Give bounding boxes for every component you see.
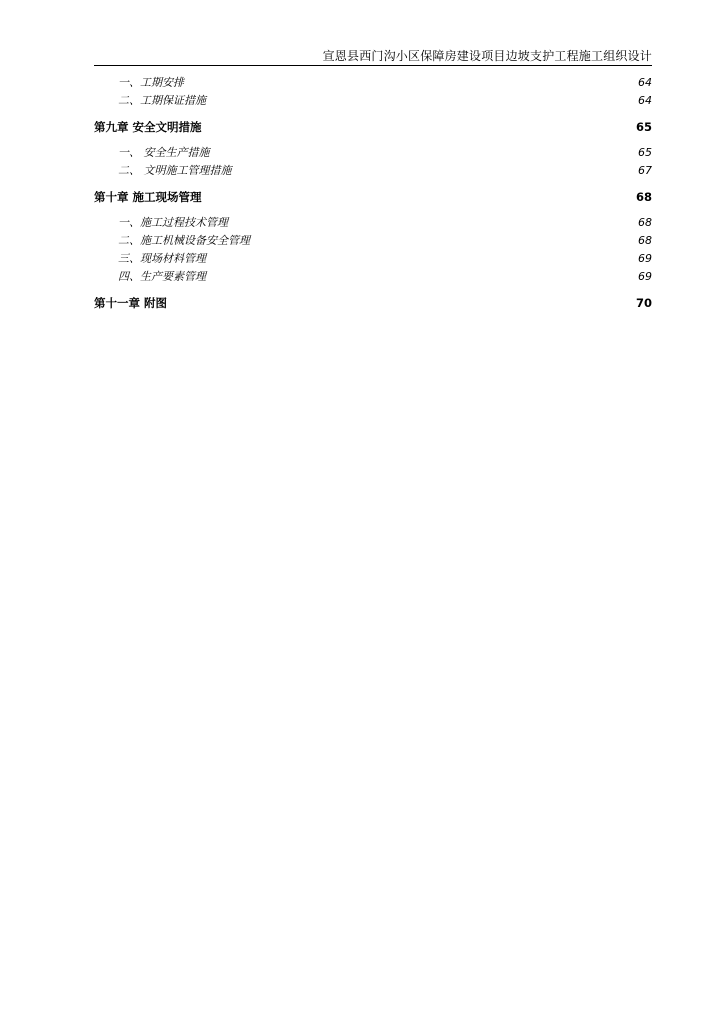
toc-page-number: 65 [635,120,652,134]
toc-chapter-label: 第十一章 附图 [94,296,168,310]
running-header: 宣恩县西门沟小区保障房建设项目边坡支护工程施工组织设计 [94,48,652,66]
toc-page-number: 64 [638,76,652,89]
toc-entry-label: 二、施工机械设备安全管理 [118,234,250,247]
table-of-contents [94,74,652,320]
toc-entry[interactable] [94,162,652,180]
toc-entry-label: 一、工期安排 [118,76,184,89]
toc-page-number: 68 [638,234,652,247]
toc-entry[interactable] [94,232,652,250]
toc-page-number: 67 [638,164,652,177]
toc-chapter-entry[interactable] [94,294,652,312]
toc-entry[interactable] [94,144,652,162]
toc-entry[interactable] [94,214,652,232]
toc-chapter-label: 第十章 施工现场管理 [94,190,202,204]
toc-chapter-entry[interactable] [94,188,652,206]
toc-chapter-label: 第九章 安全文明措施 [94,120,202,134]
toc-chapter-entry[interactable] [94,118,652,136]
toc-entry-label: 一、 安全生产措施 [118,146,210,159]
toc-entry-label: 一、施工过程技术管理 [118,216,228,229]
toc-entry[interactable] [94,74,652,92]
toc-page-number: 70 [635,296,652,310]
toc-entry-label: 二、工期保证措施 [118,94,206,107]
toc-page-number: 69 [638,252,652,265]
toc-entry-label: 二、 文明施工管理措施 [118,164,232,177]
toc-page-number: 65 [638,146,652,159]
toc-entry-label: 三、现场材料管理 [118,252,206,265]
toc-entry[interactable] [94,92,652,110]
toc-page-number: 64 [638,94,652,107]
toc-page-number: 69 [638,270,652,283]
toc-entry-label: 四、生产要素管理 [118,270,206,283]
toc-entry[interactable] [94,250,652,268]
toc-entry[interactable] [94,268,652,286]
toc-page-number: 68 [635,190,652,204]
toc-page-number: 68 [638,216,652,229]
